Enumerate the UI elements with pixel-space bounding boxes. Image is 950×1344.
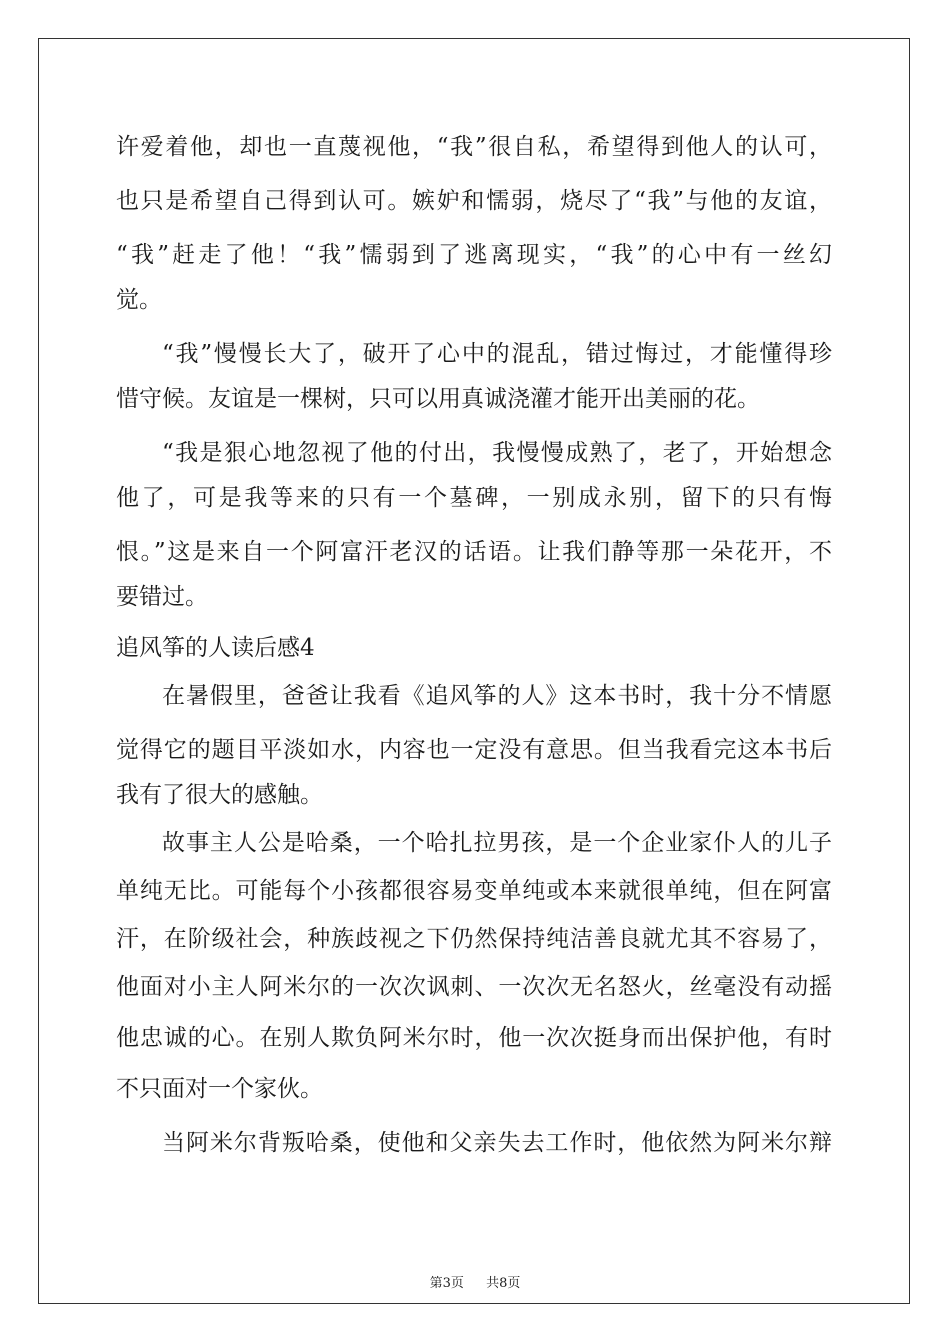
section-heading: 追风筝的人读后感4 bbox=[116, 635, 315, 661]
paragraph-first-line: 在暑假里，爸爸让我看《追风筝的人》这本书时，我十分不情愿 bbox=[162, 683, 832, 709]
page-number: 第3页 bbox=[429, 1276, 464, 1291]
text-line: 他忠诚的心。在别人欺负阿米尔时，他一次次挺身而出保护他，有时 bbox=[116, 1025, 832, 1051]
text-line: 也只是希望自己得到认可。嫉妒和懦弱，烧尽了“我”与他的友谊， bbox=[116, 188, 832, 214]
text-line: 许爱着他，却也一直蔑视他，“我”很自私，希望得到他人的认可， bbox=[116, 134, 832, 160]
paragraph-first-line: “我是狠心地忽视了他的付出，我慢慢成熟了，老了，开始想念 bbox=[162, 440, 832, 466]
page-total: 共8页 bbox=[486, 1276, 521, 1291]
text-line: 我有了很大的感触。 bbox=[116, 782, 323, 808]
paragraph-first-line: 当阿米尔背叛哈桑，使他和父亲失去工作时，他依然为阿米尔辩 bbox=[162, 1130, 832, 1156]
text-line: 觉得它的题目平淡如水，内容也一定没有意思。但当我看完这本书后 bbox=[116, 737, 832, 763]
text-line: 单纯无比。可能每个小孩都很容易变单纯或本来就很单纯，但在阿富 bbox=[116, 878, 832, 904]
text-line: 汗，在阶级社会，种族歧视之下仍然保持纯洁善良就尤其不容易了， bbox=[116, 926, 832, 952]
text-line: “我”赶走了他！“我”懦弱到了逃离现实，“我”的心中有一丝幻 bbox=[116, 242, 832, 268]
text-line: 不只面对一个家伙。 bbox=[116, 1076, 323, 1102]
paragraph-first-line: 故事主人公是哈桑，一个哈扎拉男孩，是一个企业家仆人的儿子 bbox=[162, 830, 832, 856]
text-line: 觉。 bbox=[116, 287, 162, 313]
text-line: 他了，可是我等来的只有一个墓碑，一别成永别，留下的只有悔 bbox=[116, 485, 832, 511]
page-border bbox=[38, 38, 910, 1304]
paragraph-first-line: “我”慢慢长大了，破开了心中的混乱，错过悔过，才能懂得珍 bbox=[162, 341, 832, 367]
text-line: 恨。”这是来自一个阿富汗老汉的话语。让我们静等那一朵花开，不 bbox=[116, 539, 832, 565]
text-line: 要错过。 bbox=[116, 584, 208, 610]
page-footer bbox=[0, 1276, 950, 1292]
text-line: 惜守候。友谊是一棵树，只可以用真诚浇灌才能开出美丽的花。 bbox=[116, 386, 760, 412]
text-line: 他面对小主人阿米尔的一次次讽刺、一次次无名怒火，丝毫没有动摇 bbox=[116, 974, 832, 1000]
